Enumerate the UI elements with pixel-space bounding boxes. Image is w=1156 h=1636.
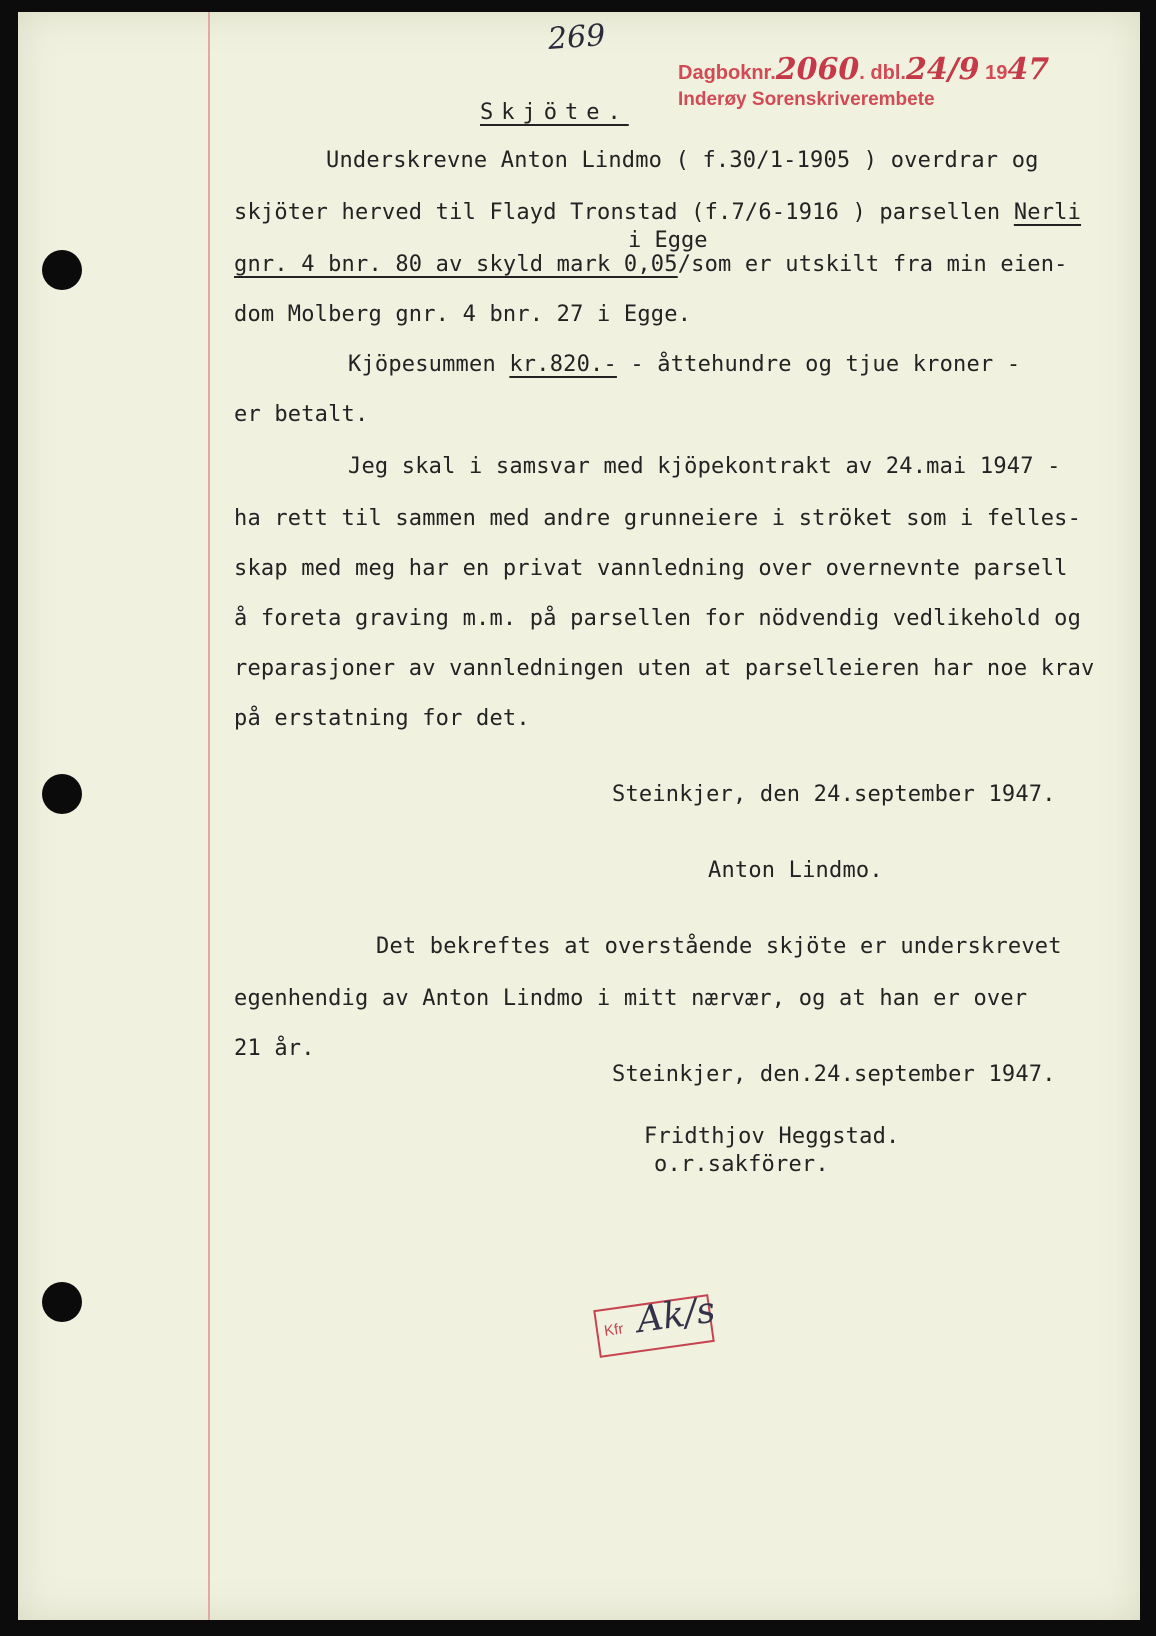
stamp-date-label: . dbl. (859, 62, 906, 84)
text-line-9: skap med meg har en privat vannledning over overnevnte parsell (234, 556, 1068, 581)
kfr-stamp-text: Kfr (603, 1320, 625, 1340)
text-line-1: Underskrevne Anton Lindmo ( f.30/1-1905 ) overdrar og (326, 148, 1039, 173)
punch-hole-middle (42, 774, 82, 814)
stamp-number: 2060 (775, 52, 860, 87)
text-line-10: å foreta graving m.m. på parsellen for nödvendig vedlikehold og (234, 606, 1082, 631)
place-date-2: Steinkjer, den.24.september 1947. (612, 1062, 1056, 1087)
price-words: - åttehundre og tjue kroner - (630, 352, 1021, 377)
registry-stamp (678, 52, 1049, 111)
text-line-16: Det bekreftes at overstående skjöte er underskrevet (376, 934, 1062, 959)
witness-name: Fridthjov Heggstad. (644, 1124, 900, 1149)
document-title: Skjöte. (480, 100, 629, 125)
text-line-7: Jeg skal i samsvar med kjöpekontrakt av 24.mai 1947 - (348, 454, 1061, 479)
text-line-12: på erstatning for det. (234, 706, 530, 731)
stamp-office: Inderøy Sorenskriverembete (678, 89, 935, 110)
text-line-5 (348, 352, 1020, 377)
text-line-17: egenhendig av Anton Lindmo i mitt nærvær, og at han er over (234, 986, 1028, 1011)
text-line-6: er betalt. (234, 402, 369, 427)
text-line-11: reparasjoner av vannledningen uten at parselleieren har noe krav (234, 656, 1095, 681)
price-label: Kjöpesummen (348, 352, 496, 377)
text-line-4: dom Molberg gnr. 4 bnr. 27 i Egge. (234, 302, 692, 327)
text-line-2-main: skjöter herved til Flayd Tronstad (f.7/6-1916 ) parsellen (234, 200, 1001, 225)
stamp-date: 24/9 (905, 52, 980, 87)
text-line-2 (234, 200, 1081, 225)
price-amount: kr.820.- (509, 352, 617, 377)
interlinear-insert: i Egge (628, 228, 708, 253)
punch-hole-top (42, 250, 82, 290)
punch-hole-bottom (42, 1282, 82, 1322)
text-line-3 (234, 252, 1068, 277)
margin-line (208, 12, 210, 1620)
parcel-name: Nerli (1013, 200, 1082, 225)
place-date-1: Steinkjer, den 24.september 1947. (612, 782, 1056, 807)
text-line-8: ha rett til sammen med andre grunneiere i ströket som i felles- (234, 506, 1082, 531)
witness-title: o.r.sakförer. (654, 1152, 829, 1177)
stamp-prefix: Dagboknr. (678, 62, 776, 84)
kfr-initials: Ak/s (634, 1289, 718, 1342)
signature-name: Anton Lindmo. (708, 858, 883, 883)
kfr-stamp (593, 1289, 718, 1358)
stamp-year: 47 (1007, 52, 1050, 87)
stamp-year-prefix: 19 (985, 62, 1008, 84)
page-number: 269 (546, 18, 607, 57)
property-reference: gnr. 4 bnr. 80 av skyld mark 0,05 (234, 252, 678, 277)
text-line-3-rest: /som er utskilt fra min eien- (677, 252, 1068, 277)
document-page (18, 12, 1140, 1620)
text-line-18: 21 år. (234, 1036, 315, 1061)
